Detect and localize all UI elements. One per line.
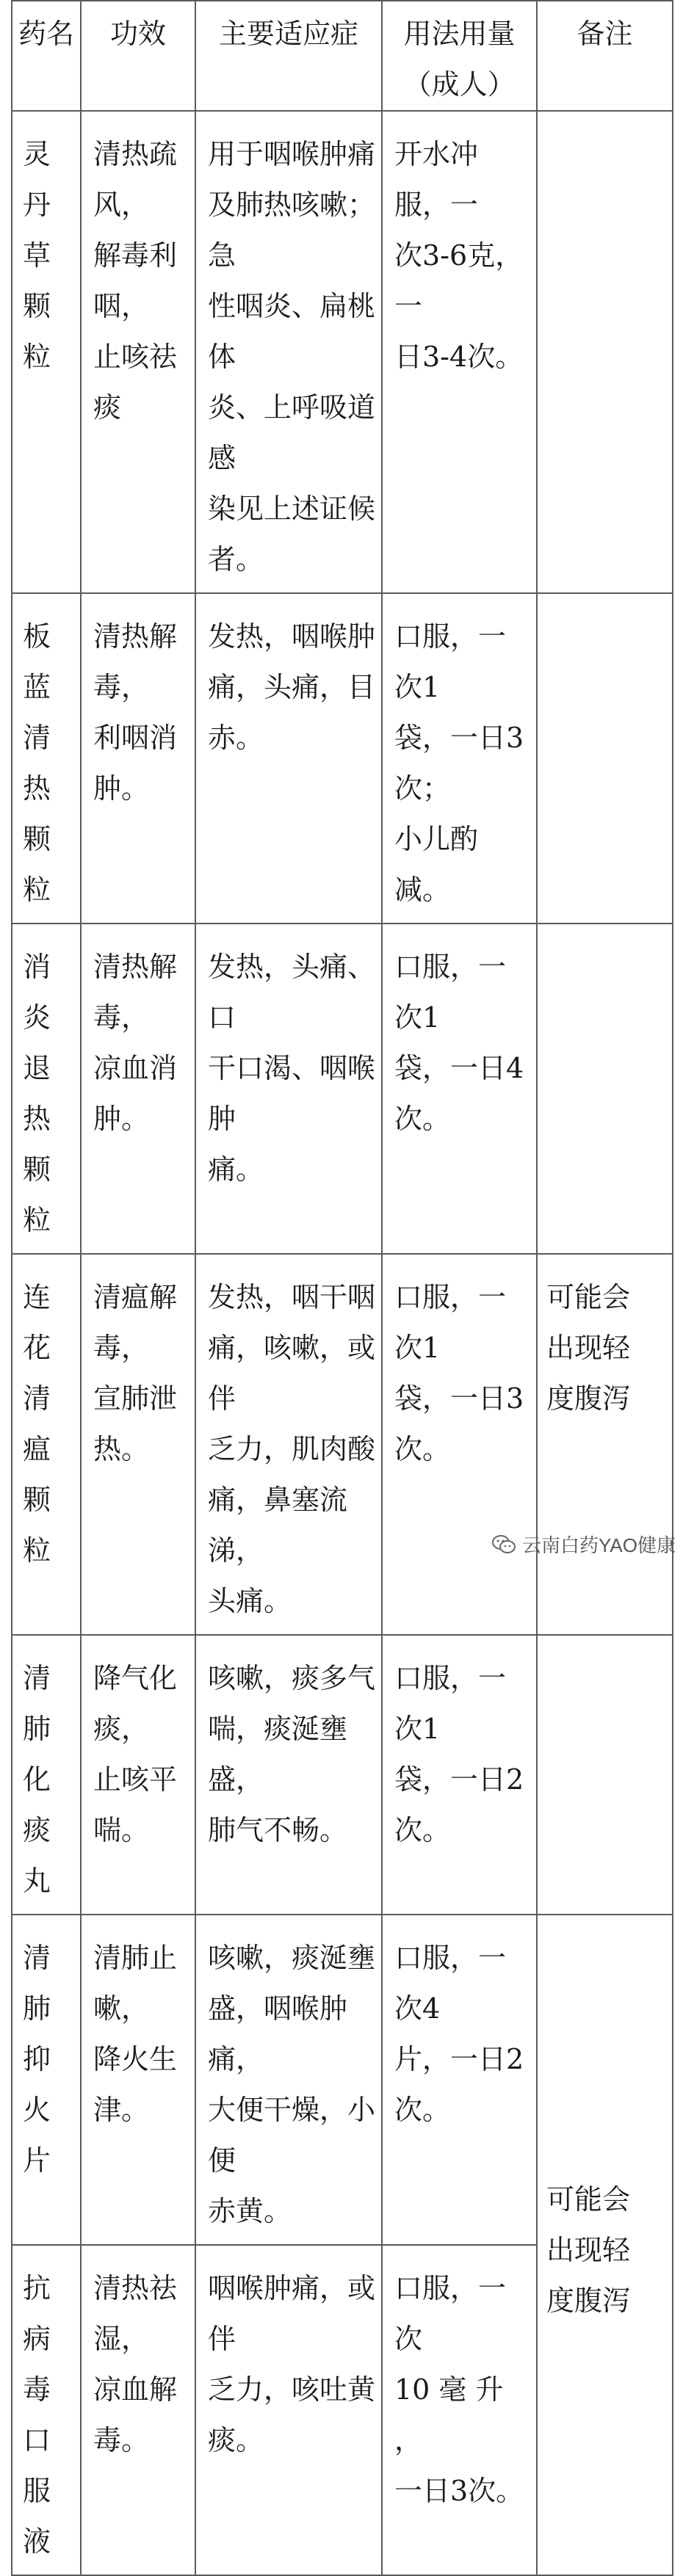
remark-cell	[537, 1254, 673, 1635]
usage-line: 一日3次。	[394, 2475, 524, 2507]
usage-line: 袋，一日3次。	[394, 1382, 524, 1465]
usage-line: 袋，一日4次。	[394, 1052, 524, 1135]
header-usage-line1: 用法用量	[403, 18, 516, 50]
watermark-text: 云南白药YAO健康	[522, 1534, 676, 1556]
effect-line: 降气化痰，	[93, 1662, 178, 1745]
indication-line: 用于咽喉肿痛	[208, 138, 376, 170]
usage-cell	[382, 2245, 537, 2575]
table-row	[12, 1254, 673, 1635]
indication-line: 染见上述证候	[208, 493, 376, 525]
indication-line: 痛，鼻塞流涕，	[208, 1484, 348, 1567]
table-row	[12, 924, 673, 1254]
remark-line: 可能会	[546, 2183, 631, 2216]
usage-line: 口服，一次	[394, 2272, 507, 2355]
medicine-name-cell	[12, 1254, 81, 1635]
indication-line: 乏力，肌肉酸	[208, 1433, 376, 1465]
usage-cell	[382, 1635, 537, 1915]
medicine-name-line: 颗粒	[23, 823, 51, 906]
effect-cell	[81, 2245, 195, 2575]
usage-line: 口服，一次1	[394, 1281, 507, 1364]
indication-line: 发热，咽喉肿	[208, 620, 376, 653]
medicine-name-line: 消炎	[23, 951, 51, 1034]
medicine-name-cell	[12, 1915, 81, 2245]
indication-line: 及肺热咳嗽；急	[208, 189, 376, 272]
usage-cell	[382, 593, 537, 924]
effect-line: 清热解毒，	[93, 951, 178, 1034]
indication-line: 发热，咽干咽	[208, 1281, 376, 1313]
table-row	[12, 1635, 673, 1915]
medicine-name-line: 抗病	[23, 2272, 51, 2355]
table-row	[12, 1915, 673, 2245]
usage-line: 口服，一次1	[394, 620, 507, 703]
indication-line: 痛。	[208, 1153, 264, 1186]
medicine-name-line: 颗粒	[23, 1484, 51, 1567]
usage-line: 袋，一日2次。	[394, 1763, 524, 1846]
medicine-name-line: 颗粒	[23, 1153, 51, 1236]
usage-line: 开水冲服，一	[394, 138, 479, 221]
watermark	[491, 1531, 676, 1558]
indication-line: 痰。	[208, 2424, 264, 2456]
indication-cell	[195, 593, 382, 924]
medicine-name-line: 清热	[23, 722, 51, 805]
effect-cell	[81, 924, 195, 1254]
medicine-table	[11, 0, 673, 2576]
medicine-name-line: 服液	[23, 2475, 51, 2558]
usage-line: 次3-6克，一	[394, 239, 524, 322]
remark-cell-empty	[537, 111, 673, 593]
remark-line: 出现轻	[546, 1332, 631, 1364]
effect-line: 解毒利咽，	[93, 239, 178, 322]
indication-line: 大便干燥，小便	[208, 2094, 376, 2177]
remark-cell-empty	[537, 593, 673, 924]
usage-cell	[382, 111, 537, 593]
indication-cell	[195, 924, 382, 1254]
medicine-name-line: 清肺	[23, 1942, 51, 2025]
remark-cell-empty	[537, 924, 673, 1254]
indication-line: 干口渴、咽喉肿	[208, 1052, 376, 1135]
medicine-name-line: 毒口	[23, 2373, 51, 2456]
indication-cell	[195, 1915, 382, 2245]
table-row	[12, 111, 673, 593]
indication-line: 肺气不畅。	[208, 1814, 348, 1846]
usage-line: 口服，一次1	[394, 951, 507, 1034]
medicine-name-line: 灵丹	[23, 138, 51, 221]
medicine-name-line: 粒	[23, 341, 51, 373]
usage-cell	[382, 924, 537, 1254]
usage-line: 小儿酌减。	[394, 823, 479, 906]
medicine-name-line: 退热	[23, 1052, 51, 1135]
medicine-name-line: 化痰	[23, 1763, 51, 1846]
remark-line: 可能会	[546, 1281, 631, 1313]
indication-line: 发热，头痛、口	[208, 951, 376, 1034]
remark-line: 出现轻	[546, 2233, 631, 2266]
header-name: 药名	[12, 1, 81, 111]
usage-cell	[382, 1254, 537, 1635]
effect-cell	[81, 1915, 195, 2245]
header-usage-line2: （成人）	[403, 68, 516, 101]
indication-line: 咳嗽，痰涎壅	[208, 1942, 376, 1974]
effect-line: 清热祛湿，	[93, 2272, 178, 2355]
remark-cell-merged	[537, 1915, 673, 2575]
medicine-name-line: 板蓝	[23, 620, 51, 703]
indication-line: 乏力，咳吐黄	[208, 2373, 376, 2406]
remark-line: 度腹泻	[546, 2284, 631, 2317]
table-row	[12, 593, 673, 924]
medicine-name-line: 连花	[23, 1281, 51, 1364]
medicine-name-cell	[12, 924, 81, 1254]
medicine-name-line: 片	[23, 2144, 51, 2177]
header-effect: 功效	[81, 1, 195, 111]
indication-line: 咳嗽，痰多气	[208, 1662, 376, 1694]
medicine-name-line: 清肺	[23, 1662, 51, 1745]
effect-line: 止咳平喘。	[93, 1763, 178, 1846]
effect-line: 清热解毒，	[93, 620, 178, 703]
indication-cell	[195, 1254, 382, 1635]
medicine-name-cell	[12, 2245, 81, 2575]
medicine-name-line: 丸	[23, 1865, 51, 1897]
usage-line: 袋，一日3次；	[394, 722, 524, 805]
effect-cell	[81, 1254, 195, 1635]
effect-line: 利咽消肿。	[93, 722, 178, 805]
medicine-name-line: 草颗	[23, 239, 51, 322]
usage-line: 片，一日2次。	[394, 2043, 524, 2126]
indication-line: 喘，痰涎壅盛，	[208, 1713, 348, 1796]
medicine-name-cell	[12, 1635, 81, 1915]
indication-cell	[195, 111, 382, 593]
effect-line: 清瘟解毒，	[93, 1281, 178, 1364]
indication-line: 者。	[208, 543, 264, 576]
indication-line: 性咽炎、扁桃体	[208, 290, 376, 373]
effect-line: 凉血消肿。	[93, 1052, 178, 1135]
usage-line: 10 毫 升 ，	[394, 2373, 504, 2456]
indication-cell	[195, 2245, 382, 2575]
indication-line: 咽喉肿痛，或伴	[208, 2272, 376, 2355]
header-row	[12, 1, 673, 111]
medicine-name-line: 清瘟	[23, 1382, 51, 1465]
remark-line: 度腹泻	[546, 1382, 631, 1415]
effect-line: 凉血解毒。	[93, 2373, 178, 2456]
effect-line: 止咳祛痰	[93, 341, 178, 424]
indication-line: 赤黄。	[208, 2195, 292, 2227]
usage-line: 口服，一次4	[394, 1942, 507, 2025]
effect-line: 宣肺泄热。	[93, 1382, 178, 1465]
medicine-name-cell	[12, 593, 81, 924]
header-usage	[382, 1, 537, 111]
indication-cell	[195, 1635, 382, 1915]
indication-line: 盛，咽喉肿痛，	[208, 1992, 348, 2075]
indication-line: 炎、上呼吸道感	[208, 391, 376, 474]
effect-line: 清热疏风，	[93, 138, 178, 221]
wechat-icon	[491, 1534, 516, 1556]
remark-cell-empty	[537, 1635, 673, 1915]
usage-line: 日3-4次。	[394, 341, 524, 373]
header-remark: 备注	[537, 1, 673, 111]
effect-cell	[81, 111, 195, 593]
usage-cell	[382, 1915, 537, 2245]
medicine-name-line: 抑火	[23, 2043, 51, 2126]
effect-line: 降火生津。	[93, 2043, 178, 2126]
header-indication: 主要适应症	[195, 1, 382, 111]
indication-line: 头痛。	[208, 1585, 292, 1617]
indication-line: 痛，咳嗽，或伴	[208, 1332, 376, 1415]
indication-line: 痛，头痛，目赤。	[208, 671, 376, 754]
usage-line: 口服，一次1	[394, 1662, 507, 1745]
medicine-name-cell	[12, 111, 81, 593]
effect-line: 清肺止嗽，	[93, 1942, 178, 2025]
effect-cell	[81, 1635, 195, 1915]
effect-cell	[81, 593, 195, 924]
